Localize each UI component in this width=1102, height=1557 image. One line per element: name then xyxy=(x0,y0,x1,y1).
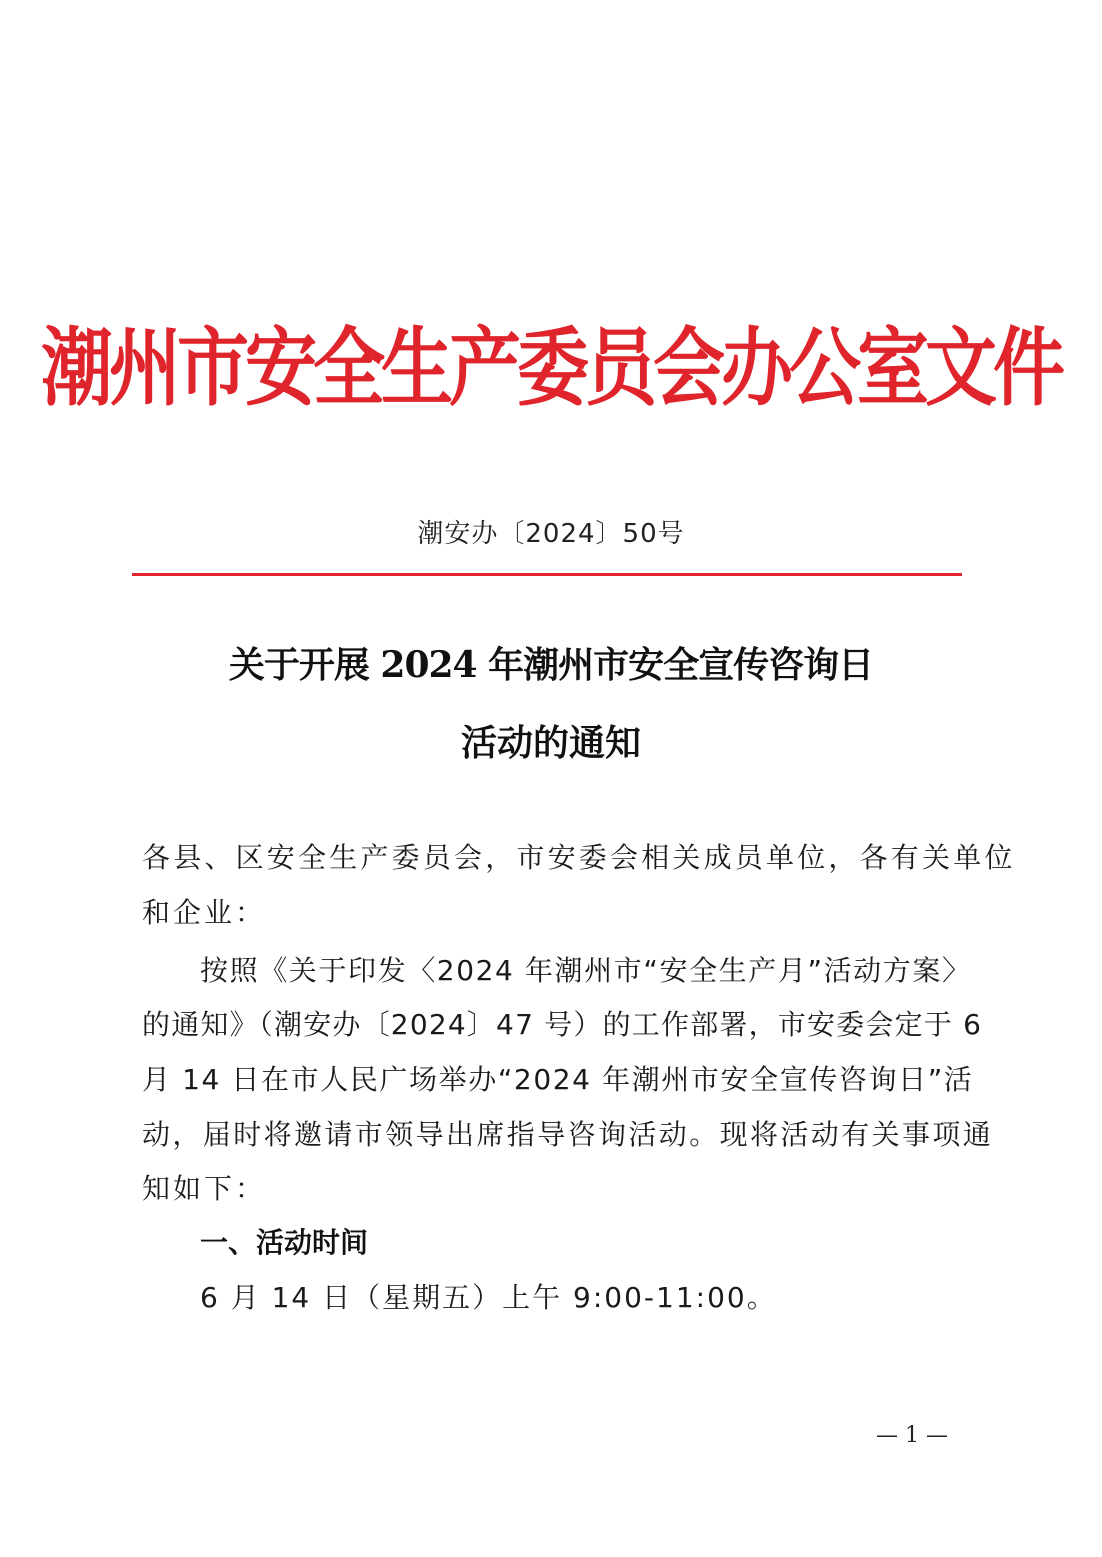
salutation-line-2: 和企业： xyxy=(142,896,267,929)
section-1-text: 6 月 14 日（星期五）上午 9:00-11:00。 xyxy=(200,1281,777,1314)
notice-title-line-1: 关于开展 2024 年潮州市安全宣传咨询日 xyxy=(228,644,874,686)
document-masthead: 潮州市安全生产委员会办公室文件 xyxy=(40,317,1061,418)
paragraph-1-line-4: 动，届时将邀请市领导出席指导咨询活动。现将活动有关事项通 xyxy=(142,1118,994,1151)
notice-title-line-2: 活动的通知 xyxy=(460,722,641,764)
page-number: — 1 — xyxy=(876,1423,948,1448)
paragraph-1-line-1: 按照《关于印发〈2024 年潮州市“安全生产月”活动方案〉 xyxy=(200,954,972,987)
paragraph-1-line-5: 知如下： xyxy=(142,1172,267,1205)
section-1-heading: 一、活动时间 xyxy=(200,1226,369,1259)
paragraph-1-line-3: 月 14 日在市人民广场举办“2024 年潮州市安全宣传咨询日”活 xyxy=(142,1063,974,1096)
salutation-line-1: 各县、区安全生产委员会，市安委会相关成员单位，各有关单位 xyxy=(142,841,1016,874)
paragraph-1-line-2: 的通知》（潮安办〔2024〕47 号）的工作部署，市安委会定于 6 xyxy=(142,1008,983,1041)
red-divider-line xyxy=(132,573,962,576)
document-number: 潮安办〔2024〕50号 xyxy=(417,519,685,549)
